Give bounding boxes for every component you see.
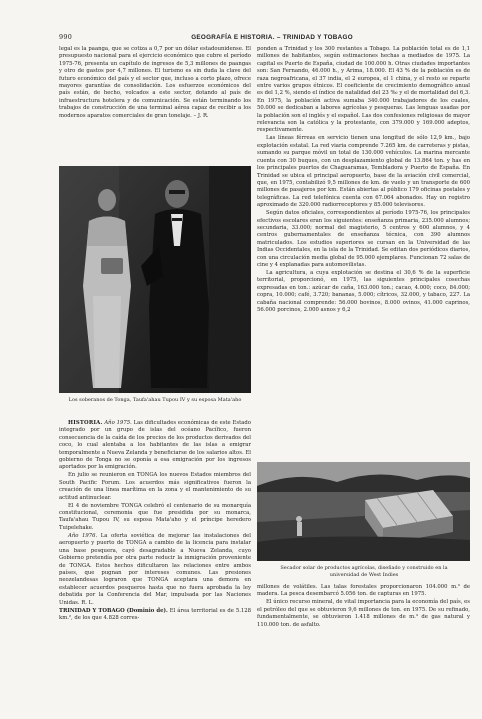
photo-solar-dryer-image (257, 462, 470, 561)
photo-solar-dryer-caption: Secador solar de productos agrícolas, diseñado y construido en la universidad de West Indies (280, 565, 448, 578)
trinidad-minerals-paragraph: El único recurso mineral, de vital importancia para la economía del país, es el petróleo del que se obtuvieron 9,6 millones de ton. en 1975. De su refinado, fundamentalmente, se obtuvieron 1.418 millones de m.³ de gas natural y 110.000 ton. de asfalto. (257, 599, 470, 628)
history-paragraph-4: Año 1976. La oferta soviética de mejorar las instalaciones del aeropuerto y puerto de TONGA a cambio de la licencia para instalar una base pesquera, cayó desagradable a Nueva Zelanda, cuyo Gobierno pretendía por otra parte reducir la inmigración proveniente de TONGA. Estos hechos dificultaron las relaciones entre ambos países, que pugnan por intereses comunes. Las presiones neozelandesas lograron que TONGA aceptara una demora en establecer acuerdos pesqueros hasta que no fuera aprobada la ley debatida por la Conferencia del Mar, impulsada por las Naciones Unidas. R. L. (59, 532, 251, 606)
photo-tonga-royals (59, 166, 251, 393)
history-label: HISTORIA. (68, 420, 103, 426)
history-paragraph-2: En julio se reunieron en TONGA los nuevos Estados miembros del South Pacific Forum. Los acuerdos más significativos fueron la creación de una línea marítima en la zona y el mantenimiento de su actitud antinuclear. (59, 472, 251, 501)
trinidad-intro-paragraph: TRINIDAD Y TOBAGO (Dominio de). El área territorial es de 5.128 km.², de los que 4.828 corres- (59, 607, 252, 622)
left-column-history (59, 420, 251, 623)
page-header (59, 31, 462, 43)
right-column-bottom (257, 584, 470, 629)
history-year-1976: Año 1976. (68, 532, 98, 539)
photo-tonga-royals-image (59, 166, 251, 393)
trinidad-subheading: (Dominio de). (126, 607, 168, 614)
history-paragraph-1: HISTORIA. Año 1975. Las dificultades económicas de este Estado integrado por un grupo de islas del océano Pacífico, fueron consecuencia de la caída de los precios de los productos derivados del coco, lo cual alentaba a los habitantes de las islas a emigrar temporalmente a Nueva Zelanda y beneficiarse de los salarios altos. El gobierno de Tonga no se oponía a esa emigración por los ingresos aportados por la emigración. (59, 420, 251, 471)
right-column (257, 46, 470, 314)
trinidad-heading: TRINIDAD Y TOBAGO (59, 607, 125, 614)
trinidad-agriculture-paragraph: La agricultura, a cuya explotación se destina el 30,6 % de la superficie territorial, proporcionó, en 1975, las siguientes principales cosechas expresadas en ton.: azúcar de caña, 163.000 ton.; cacao, 4.000; coco, 84.000; copra, 10.000; café, 3.720; bananas, 5.000; cítricos, 32.000, y tabaco, 227. La cabaña nacional comprende: 56.000 bovinos, 8.000 ovinos, 41.000 caprinos, 56.000 porcinos, 2.000 asnos y 6,2 (257, 269, 470, 313)
left-column (59, 46, 251, 120)
trinidad-population-paragraph: ponden a Trinidad y los 300 restantes a Tobago. La población total es de 1,1 millones de habitantes, según estimaciones hechas a mediados de 1975. La capital es Puerto de España, ciudad de 100.000 h. Otras ciudades importantes son: San Fernando, 46.000 h., y Arima, 18.000. El 43 % de la población es de raza negroafricana, el 37 india, el 2 europea, el 1 china, y el resto se reparte entre varios grupos étnicos. El coeficiente de crecimiento demográfico anual es del 1,2 %, siendo el índice de natalidad del 23 ‰ y el de mortalidad del 6,3. En 1975, la población activa sumaba 340.000 trabajadores de los cuales, 50.000 se dedicaban a labores agrícolas y pesqueras. Las lenguas usadas por la población son el inglés y el español. Las dos confesiones religiosas de mayor relevancia son la católica y la protestante, con 379.000 y 169.000 adeptos, respectivamente. (257, 46, 470, 134)
running-title: GEOGRAFÍA E HISTORIA. – TRINIDAD Y TOBAGO (191, 33, 353, 41)
page-number: 990 (59, 33, 73, 41)
history-year-1975: Año 1975. (104, 420, 132, 426)
left-top-paragraph: legal es la paanga, que se cotiza a 0,7 por un dólar estadounidense. El presupuesto nacional para el ejercicio económico que cubre el período 1975-76, presenta un capítulo de ingresos de 5,3 millones de paangas y otro de gastos por 4,7 millones. El turismo es sin duda la clave del futuro económico del país y el sector que, incluso a corto plazo, ofrece mayores garantías de consolidación. Los esfuerzos económicos del país están, de hecho, volcados a este sector, dotando al país de infraestructura hotelera y de comunicación. Se están terminando los trabajos de construcción de una terminal aérea capaz de recibir a los modernos aparatos comerciales de gran tonelaje. – J. R. (59, 46, 251, 119)
photo-tonga-royals-caption: Los soberanos de Tonga, Taufa'ahau Tupou IV y su esposa Mata'aho (68, 397, 242, 403)
trinidad-forestry-paragraph: millones de volátiles. Las talas forestales proporcionaron 104.000 m.³ de madera. La pesca desembarcó 5.056 ton. de capturas en 1975. (257, 584, 470, 598)
history-signature: R. L. (81, 599, 94, 606)
trinidad-transport-paragraph: Las líneas férreas en servicio tienen una longitud de sólo 12,9 km., bajo explotación estatal. La red viaria comprende 7.265 km. de carreteras y pistas, sumando su parque móvil un total de 130.000 vehículos. La marina mercante cuenta con 30 buques, con un desplazamiento global de 13.864 ton. y has en los principales puertos de Chaguaramas, Tembladora y Puerto de España. En Trinidad se ubica el principal aeropuerto, base de la aviación civil comercial, que, en 1975, contabilizó 9,5 millones de km. de vuelo y un transporte de 600 millones de pasajeros por km. Están abiertas al público 179 oficinas postales y telegráficas. La red telefónica cuenta con 67.064 abonados. Hay un registro aproximado de 320.000 radiorreceptores y 85.000 televisores. (257, 135, 470, 209)
trinidad-education-paragraph: Según datos oficiales, correspondientes al período 1975-76, los principales efectivos escolares eran los siguientes: enseñanza primaria, 235.000 alumnos; secundaria, 33.000; normal del magisterio, 5 centros y 600 alumnos, y 4 centros gubernamentales de enseñanza técnica, con 390 alumnos matriculados. Los estudios superiores se cursan en la Universidad de las Indias Occidentales, en la isla de la Trinidad. Se editan dos periódicos diarios, con una circulación media global de 95.000 ejemplares. Funcionan 72 salas de cine y 4 explanadas para automovilistas. (257, 210, 470, 268)
photo-solar-dryer (257, 462, 470, 561)
history-paragraph-3: El 4 de noviembre TONGA celebró el centenario de su monarquía constitucional, ceremonia que fue presidida por su monarca, Taufa'ahau Tupou IV, su esposa Mata'aho y el príncipe heredero Tuipelehake. (59, 502, 251, 531)
